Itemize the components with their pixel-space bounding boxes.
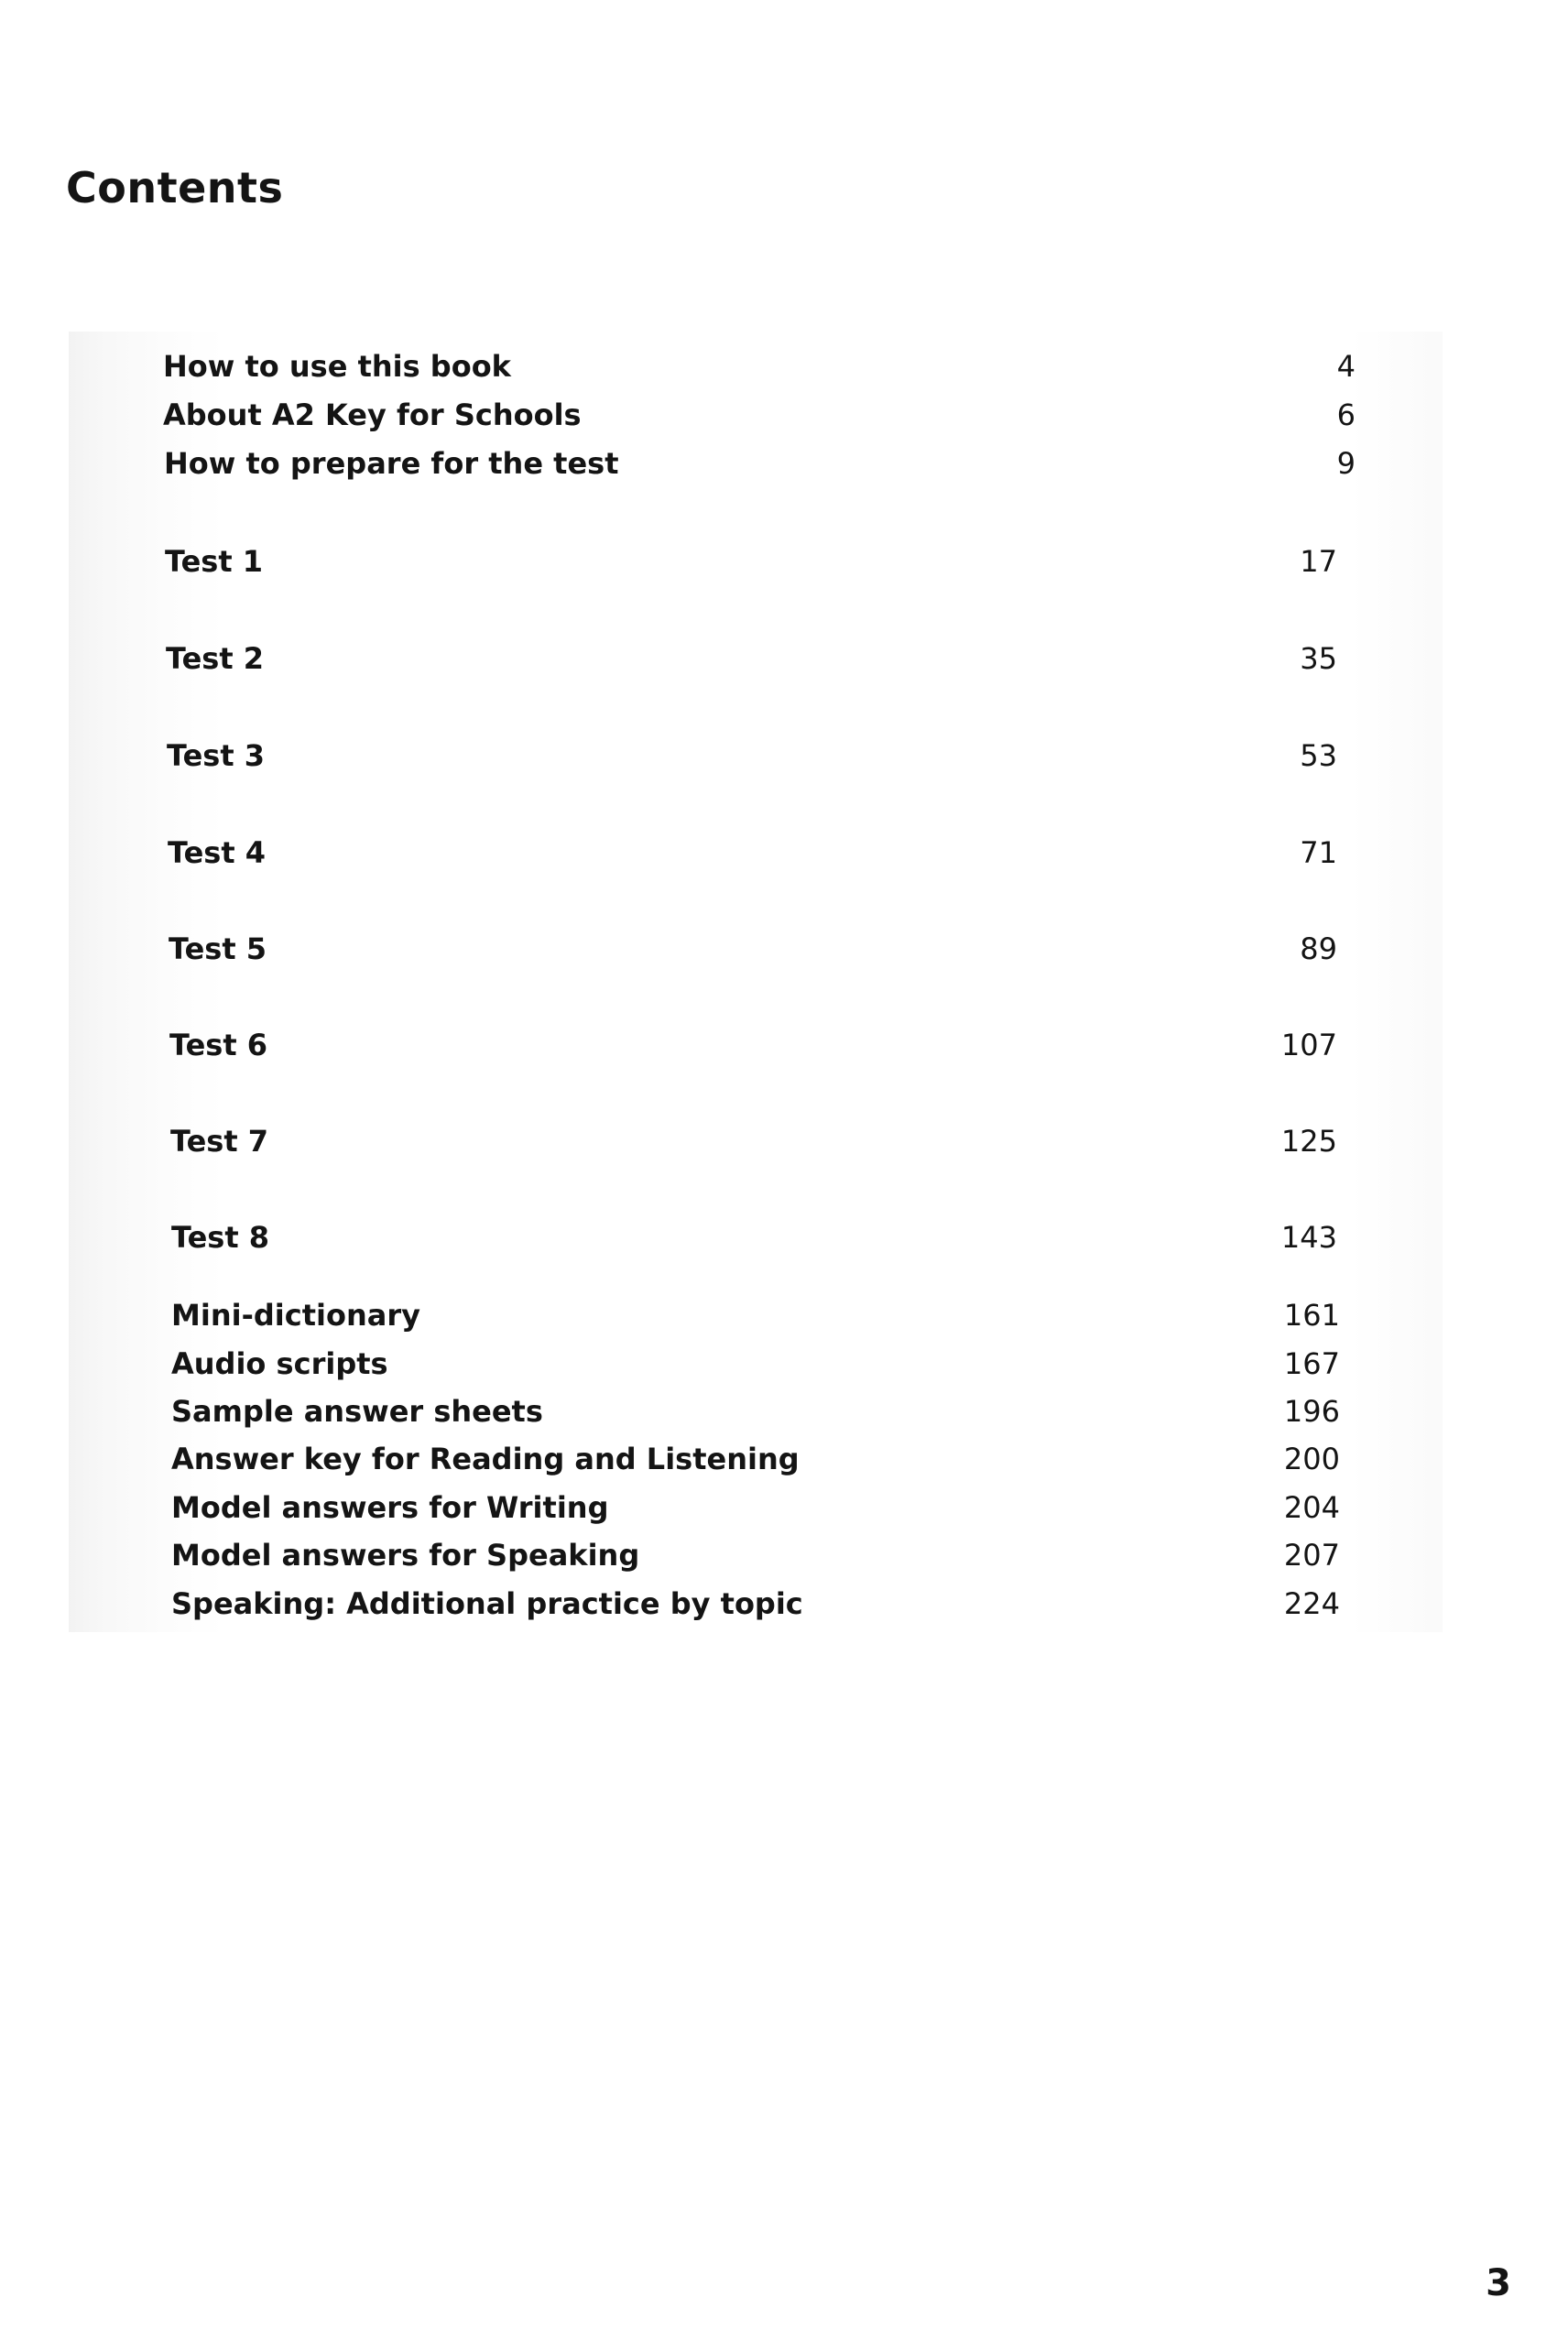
toc-entry-title: Model answers for Speaking — [171, 1538, 640, 1573]
toc-entry — [171, 1532, 1340, 1578]
toc-entry-page: 71 — [1300, 835, 1337, 870]
toc-entry-title: Sample answer sheets — [171, 1394, 543, 1429]
toc-entry — [171, 1214, 1337, 1260]
toc-entry-page: 167 — [1283, 1346, 1340, 1381]
toc-entry-page: 35 — [1300, 641, 1337, 676]
toc-entry-page: 125 — [1280, 1124, 1337, 1159]
toc-entry-title: Mini-dictionary — [171, 1298, 420, 1333]
toc-entry-page: 143 — [1280, 1220, 1337, 1255]
toc-entry-title: Answer key for Reading and Listening — [171, 1442, 800, 1476]
toc-entry — [171, 1436, 1340, 1482]
toc-entry-title: Model answers for Writing — [171, 1490, 609, 1525]
toc-entry-page: 224 — [1283, 1586, 1340, 1621]
toc-entry-title: Test 5 — [169, 931, 267, 966]
toc-entry — [170, 1118, 1337, 1164]
toc-entry — [166, 636, 1337, 681]
toc-entry-page: 53 — [1300, 738, 1337, 773]
toc-entry-title: Test 7 — [170, 1124, 269, 1159]
toc-entry — [167, 733, 1337, 778]
toc-entry-title: Test 8 — [171, 1220, 270, 1255]
toc-entry-page: 89 — [1300, 931, 1337, 966]
toc-entry — [163, 343, 1356, 389]
toc-entry — [171, 1485, 1340, 1530]
toc-entry — [163, 392, 1356, 438]
toc-entry-title: Test 3 — [167, 738, 266, 773]
toc-entry-title: About A2 Key for Schools — [163, 397, 582, 432]
toc-entry-page: 6 — [1336, 397, 1356, 432]
toc-entry-title: How to use this book — [163, 349, 511, 384]
toc-entry — [171, 1292, 1340, 1338]
toc-entry-page: 4 — [1336, 349, 1356, 384]
toc-entry-page: 107 — [1280, 1028, 1337, 1062]
toc-entry-page: 207 — [1283, 1538, 1340, 1573]
toc-entry — [168, 830, 1337, 876]
toc-entry-title: Speaking: Additional practice by topic — [171, 1586, 803, 1621]
toc-entry-page: 196 — [1283, 1394, 1340, 1429]
page-number: 3 — [1486, 2262, 1511, 2304]
toc-entry — [164, 441, 1356, 486]
toc-entry — [171, 1341, 1340, 1387]
toc-entry-title: Audio scripts — [171, 1346, 388, 1381]
toc-entry-title: Test 1 — [165, 544, 264, 579]
toc-entry — [171, 1388, 1340, 1434]
toc-entry-title: How to prepare for the test — [164, 446, 619, 481]
toc-entry-title: Test 2 — [166, 641, 265, 676]
toc-entry — [165, 539, 1337, 584]
toc-entry — [169, 1022, 1337, 1068]
toc-entry-page: 200 — [1283, 1442, 1340, 1476]
toc-entry — [169, 926, 1337, 972]
toc-entry-page: 161 — [1283, 1298, 1340, 1333]
toc-entry-title: Test 6 — [169, 1028, 268, 1062]
toc-entry — [171, 1581, 1340, 1627]
toc-entry-page: 9 — [1336, 446, 1356, 481]
toc-entry-page: 204 — [1283, 1490, 1340, 1525]
toc-entry-page: 17 — [1300, 544, 1337, 579]
page-title: Contents — [66, 163, 284, 212]
toc-entry-title: Test 4 — [168, 835, 267, 870]
